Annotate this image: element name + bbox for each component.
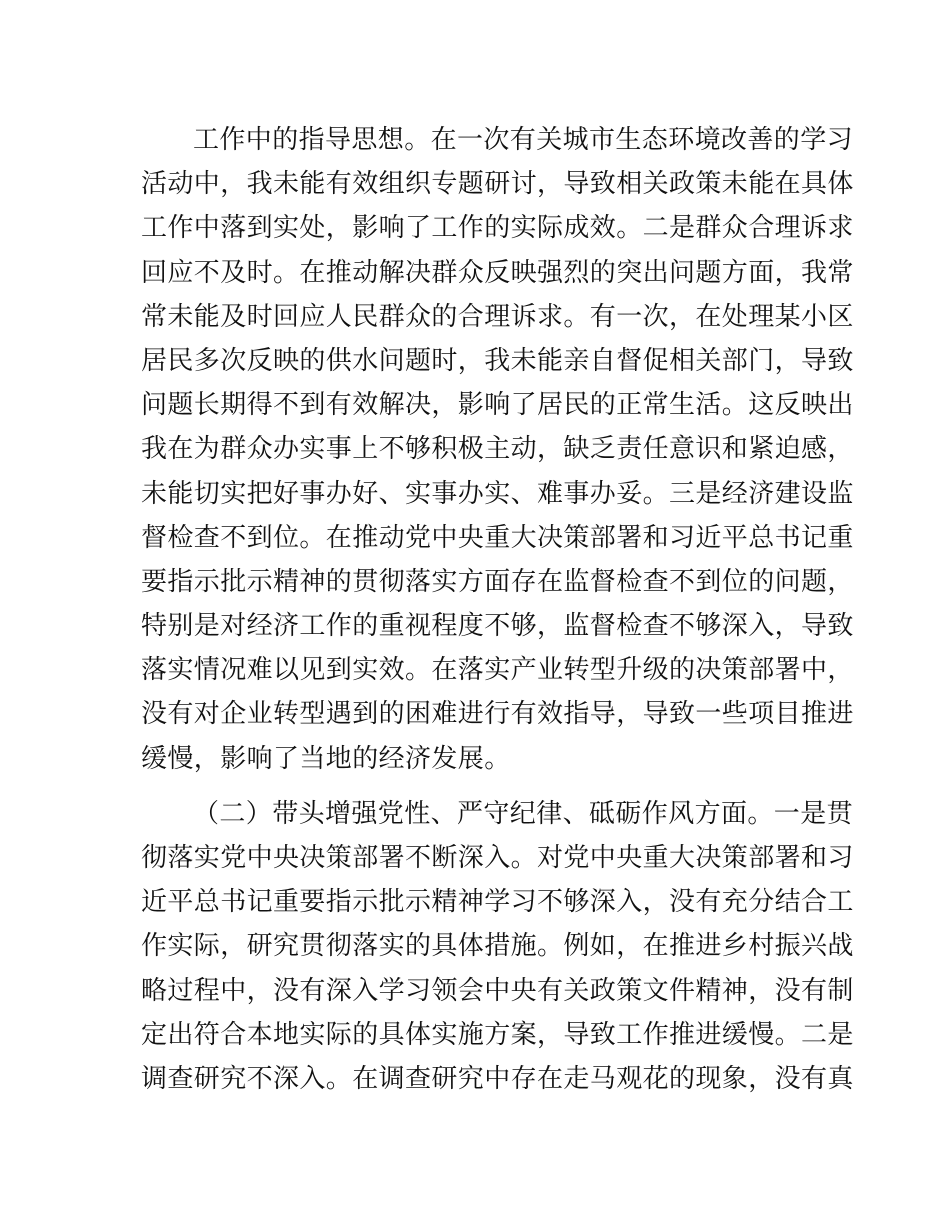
text-line: 彻落实党中央决策部署不断深入。对党中央重大决策部署和习 <box>141 843 854 873</box>
paragraph-spacer <box>141 781 813 792</box>
text-line: 常未能及时回应人民群众的合理诉求。有一次，在处理某小区 <box>141 301 854 332</box>
text-line: 工作中落到实处，影响了工作的实际成效。二是群众合理诉求 <box>141 213 854 244</box>
text-line: （二）带头增强党性、严守纪律、砥砺作风方面。一是贯 <box>193 798 854 829</box>
text-line: 略过程中，没有深入学习领会中央有关政策文件精神，没有制 <box>141 975 854 1006</box>
paragraph-2 <box>141 792 854 1101</box>
text-line: 要指示批示精神的贯彻落实方面存在监督检查不到位的问题， <box>141 566 854 597</box>
text-line: 居民多次反映的供水问题时，我未能亲自督促相关部门，导致 <box>141 345 854 376</box>
text-line: 调查研究不深入。在调查研究中存在走马观花的现象，没有真 <box>141 1063 854 1094</box>
text-line: 落实情况难以见到实效。在落实产业转型升级的决策部署中， <box>141 655 854 686</box>
text-line: 近平总书记重要指示批示精神学习不够深入，没有充分结合工 <box>141 887 854 918</box>
text-line: 定出符合本地实际的具体实施方案，导致工作推进缓慢。二是 <box>141 1019 854 1050</box>
text-line: 未能切实把好事办好、实事办实、难事办妥。三是经济建设监 <box>141 478 854 509</box>
text-line: 缓慢，影响了当地的经济发展。 <box>141 743 511 774</box>
paragraph-1 <box>141 118 854 781</box>
text-line: 我在为群众办实事上不够积极主动，缺乏责任意识和紧迫感， <box>141 434 854 465</box>
text-line: 作实际，研究贯彻落实的具体措施。例如，在推进乡村振兴战 <box>141 931 854 962</box>
text-line: 特别是对经济工作的重视程度不够，监督检查不够深入，导致 <box>141 611 854 642</box>
text-line: 工作中的指导思想。在一次有关城市生态环境改善的学习 <box>193 125 854 155</box>
text-line: 没有对企业转型遇到的困难进行有效指导，导致一些项目推进 <box>141 699 854 730</box>
text-line: 活动中，我未能有效组织专题研讨，导致相关政策未能在具体 <box>141 169 854 200</box>
text-line: 问题长期得不到有效解决，影响了居民的正常生活。这反映出 <box>141 390 854 421</box>
document-body <box>141 118 854 1101</box>
text-line: 督检查不到位。在推动党中央重大决策部署和习近平总书记重 <box>141 522 854 553</box>
text-line: 回应不及时。在推动解决群众反映强烈的突出问题方面，我常 <box>141 257 854 288</box>
